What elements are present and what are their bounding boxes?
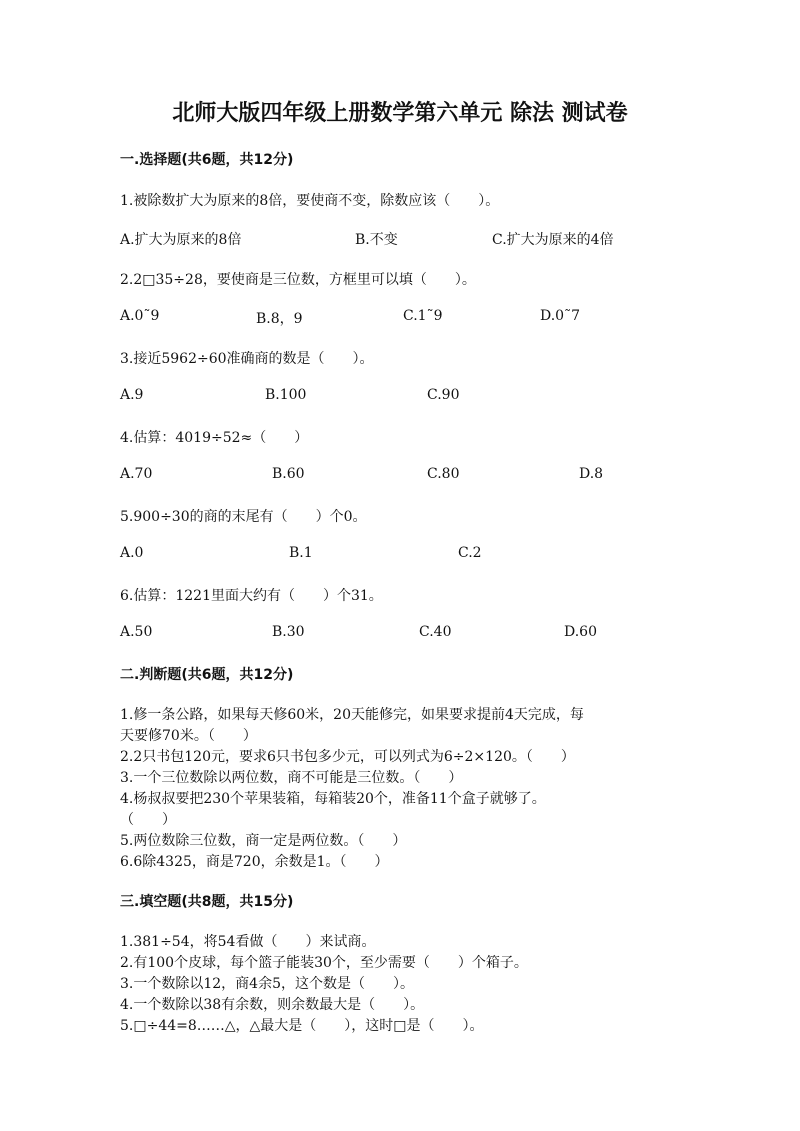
option: D.0˜7 — [540, 308, 580, 324]
question-stem: 6.估算：1221里面大约有（ ）个31。 — [120, 588, 383, 604]
option: A.70 — [120, 466, 153, 482]
section-header-judge: 二.判断题(共6题，共12分) — [120, 667, 294, 683]
question-stem: 1.被除数扩大为原来的8倍，要使商不变，除数应该（ ）。 — [120, 193, 500, 209]
option: A.9 — [120, 387, 144, 403]
option: C.90 — [427, 387, 460, 403]
option: C.扩大为原来的4倍 — [492, 232, 614, 248]
option: A.50 — [120, 624, 153, 640]
option: D.60 — [564, 624, 597, 640]
fill-line: 2.有100个皮球，每个篮子能装30个，至少需要（ ）个箱子。 — [120, 955, 528, 971]
section-header-choice: 一.选择题(共6题，共12分) — [120, 152, 294, 168]
statement-line: 5.两位数除三位数，商一定是两位数。（ ） — [120, 833, 407, 849]
option: B.60 — [272, 466, 305, 482]
fill-line: 5.□÷44=8……△，△最大是（ ），这时□是（ ）。 — [120, 1018, 484, 1034]
option: A.扩大为原来的8倍 — [120, 232, 242, 248]
statement-line: 3.一个三位数除以两位数，商不可能是三位数。（ ） — [120, 770, 463, 786]
option: A.0˜9 — [120, 308, 160, 324]
option: B.不变 — [355, 232, 398, 248]
page-title: 北师大版四年级上册数学第六单元 除法 测试卷 — [172, 101, 628, 126]
option: B.1 — [289, 545, 313, 561]
statement-line: 6.6除4325，商是720，余数是1。（ ） — [120, 854, 389, 870]
fill-line: 3.一个数除以12，商4余5，这个数是（ ）。 — [120, 976, 414, 992]
option: B.8，9 — [256, 311, 303, 327]
option: D.8 — [579, 466, 604, 482]
option: B.100 — [265, 387, 307, 403]
question-stem: 2.2□35÷28，要使商是三位数，方框里可以填（ ）。 — [120, 272, 476, 288]
question-stem: 4.估算：4019÷52≈（ ） — [120, 430, 309, 446]
option: C.1˜9 — [403, 308, 443, 324]
section-header-fill: 三.填空题(共8题，共15分) — [120, 894, 294, 910]
statement-line: 4.杨叔叔要把230个苹果装箱，每箱装20个，准备11个盒子就够了。 — [120, 791, 546, 807]
statement-line: 2.2只书包120元，要求6只书包多少元，可以列式为6÷2×120。（ ） — [120, 749, 575, 765]
statement-line: 1.修一条公路，如果每天修60米，20天能修完，如果要求提前4天完成，每 — [120, 707, 584, 723]
statement-line: （ ） — [120, 812, 176, 828]
statement-line: 天要修70米。（ ） — [120, 728, 257, 744]
question-stem: 5.900÷30的商的末尾有（ ）个0。 — [120, 509, 367, 525]
option: C.80 — [427, 466, 460, 482]
fill-line: 4.一个数除以38有余数，则余数最大是（ ）。 — [120, 997, 425, 1013]
option: C.2 — [458, 545, 482, 561]
option: A.0 — [120, 545, 144, 561]
option: C.40 — [419, 624, 452, 640]
question-stem: 3.接近5962÷60准确商的数是（ ）。 — [120, 351, 374, 367]
option: B.30 — [272, 624, 305, 640]
fill-line: 1.381÷54，将54看做（ ）来试商。 — [120, 934, 376, 950]
